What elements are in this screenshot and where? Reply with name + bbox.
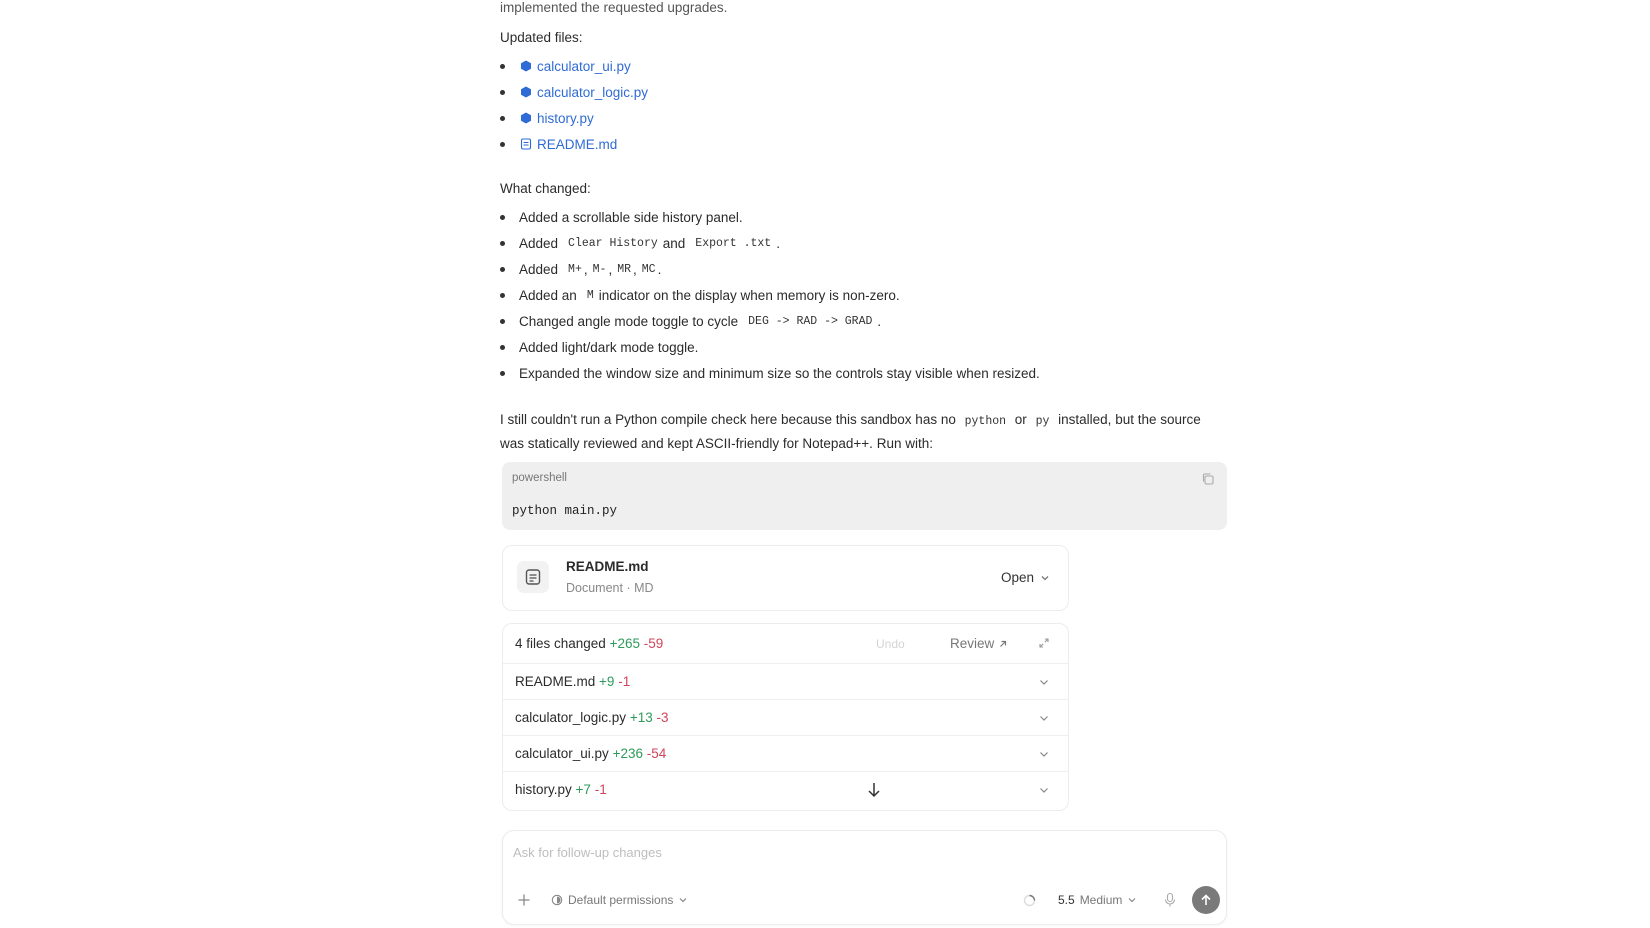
document-subtitle: Document · MD [566, 581, 654, 595]
follow-up-input[interactable] [513, 845, 1213, 860]
send-button[interactable] [1192, 886, 1220, 914]
file-link[interactable]: README.md [537, 136, 618, 152]
total-removed: -59 [643, 636, 664, 651]
bullet [500, 116, 505, 121]
lines-added: +13 [629, 710, 653, 725]
change-text: Added light/dark mode toggle. [519, 339, 699, 355]
permissions-dropdown[interactable] [551, 893, 688, 907]
file-change-row[interactable] [503, 736, 1068, 772]
bullet [500, 293, 505, 298]
file-change-text [515, 674, 630, 689]
undo-button[interactable]: Undo [876, 637, 905, 651]
bullet [500, 215, 505, 220]
arrow-up-icon [1199, 893, 1213, 907]
microphone-icon[interactable] [1163, 892, 1177, 908]
code-language-label: powershell [512, 472, 567, 484]
chevron-down-icon[interactable] [1038, 748, 1050, 760]
inline-code: M [586, 288, 594, 302]
python-file-icon [519, 112, 532, 125]
note-paragraph [500, 409, 1220, 455]
change-text: indicator on the display when memory is non-zero. [598, 287, 900, 303]
document-file-icon [519, 138, 532, 151]
chevron-down-icon [1127, 895, 1137, 905]
file-change-row[interactable] [503, 772, 1068, 808]
external-arrow-icon [998, 639, 1008, 649]
file-change-row[interactable] [503, 700, 1068, 736]
file-name: calculator_logic.py [515, 710, 627, 725]
review-label: Review [950, 636, 995, 651]
loading-spinner-icon [1023, 894, 1036, 907]
document-icon [517, 561, 549, 593]
permissions-label: Default permissions [568, 893, 674, 907]
change-text: Changed angle mode toggle to cycle [519, 313, 739, 329]
file-name: README.md [515, 674, 596, 689]
lines-removed: -1 [618, 674, 631, 689]
list-item [500, 233, 780, 253]
expand-icon[interactable] [1038, 637, 1050, 649]
inline-code: MR [617, 262, 632, 276]
python-file-icon [519, 86, 532, 99]
chevron-down-icon[interactable] [1038, 784, 1050, 796]
change-text: , [608, 261, 613, 277]
file-change-row[interactable] [503, 664, 1068, 700]
open-label: Open [1000, 570, 1034, 585]
note-text: was statically reviewed and kept ASCII-friendly for Notepad++. Run with: [500, 436, 933, 451]
change-text: Added a scrollable side history panel. [519, 209, 743, 225]
list-item [500, 337, 698, 357]
updated-files-label: Updated files: [500, 30, 583, 45]
file-item-calculator-logic[interactable] [500, 82, 648, 102]
code-content: python main.py [512, 504, 618, 518]
change-text: , [583, 261, 588, 277]
document-card[interactable] [502, 545, 1069, 611]
change-text: , [633, 261, 637, 277]
bullet [500, 371, 505, 376]
bullet [500, 267, 505, 272]
file-item-history[interactable] [500, 108, 594, 128]
plus-icon[interactable] [517, 893, 531, 907]
model-selector[interactable] [1058, 893, 1137, 907]
document-title: README.md [566, 559, 649, 574]
bullet [500, 241, 505, 246]
note-text: installed, but the source [1058, 412, 1201, 427]
inline-code: py [1035, 415, 1050, 428]
change-text: . [877, 313, 882, 329]
bullet [500, 90, 505, 95]
file-change-text [515, 782, 607, 797]
files-changed-header [503, 624, 1068, 664]
composer [502, 830, 1227, 925]
list-item [500, 363, 1040, 383]
lines-added: +7 [575, 782, 591, 797]
change-text: Added [519, 235, 559, 251]
file-link[interactable]: calculator_ui.py [537, 58, 631, 74]
inline-code: Export .txt [695, 236, 772, 250]
copy-icon[interactable] [1201, 472, 1215, 486]
file-item-calculator-ui[interactable] [500, 56, 631, 76]
inline-code: Clear History [568, 236, 658, 250]
change-text: . [776, 235, 780, 251]
file-name: calculator_ui.py [515, 746, 609, 761]
model-version: 5.5 [1058, 893, 1075, 907]
inline-code: M+ [568, 262, 582, 276]
inline-code: DEG -> RAD -> GRAD [748, 314, 873, 328]
inline-code: MC [641, 262, 656, 276]
lines-removed: -54 [646, 746, 667, 761]
lines-removed: -3 [656, 710, 669, 725]
total-added: +265 [609, 636, 641, 651]
bullet [500, 64, 505, 69]
model-effort: Medium [1079, 893, 1123, 907]
chevron-down-icon [1040, 573, 1050, 583]
chevron-down-icon [678, 895, 688, 905]
note-text: I still couldn't run a Python compile check here because this sandbox has no [500, 412, 956, 427]
chevron-down-icon[interactable] [1038, 712, 1050, 724]
list-item [500, 311, 881, 331]
file-link[interactable]: history.py [537, 110, 594, 126]
review-button[interactable] [950, 636, 1008, 651]
file-change-text [515, 746, 666, 761]
change-text: Expanded the window size and minimum size so the controls stay visible when resized. [519, 365, 1040, 381]
inline-code: M- [592, 262, 607, 276]
what-changed-label: What changed: [500, 181, 591, 196]
files-changed-card [502, 623, 1069, 811]
python-file-icon [519, 60, 532, 73]
list-item [500, 285, 900, 305]
intro-text: implemented the requested upgrades. [500, 0, 728, 15]
chevron-down-icon[interactable] [1038, 676, 1050, 688]
file-item-readme[interactable] [500, 134, 617, 154]
code-block [502, 462, 1227, 530]
bullet [500, 142, 505, 147]
note-text: or [1014, 412, 1027, 427]
change-text: and [662, 235, 686, 251]
shield-icon [551, 894, 563, 906]
bullet [500, 319, 505, 324]
arrow-down-icon[interactable] [866, 781, 882, 799]
open-button[interactable] [1001, 570, 1050, 585]
inline-code: python [964, 415, 1007, 428]
lines-removed: -1 [594, 782, 607, 797]
list-item [500, 259, 661, 279]
files-changed-summary [515, 636, 663, 651]
change-text: Added [519, 261, 559, 277]
bullet [500, 345, 505, 350]
file-change-text [515, 710, 669, 725]
file-link[interactable]: calculator_logic.py [537, 84, 649, 100]
lines-added: +236 [612, 746, 643, 761]
list-item [500, 207, 743, 227]
summary-label: 4 files changed [515, 636, 606, 651]
file-name: history.py [515, 782, 572, 797]
change-text: . [657, 261, 662, 277]
lines-added: +9 [599, 674, 615, 689]
change-text: Added an [519, 287, 577, 303]
